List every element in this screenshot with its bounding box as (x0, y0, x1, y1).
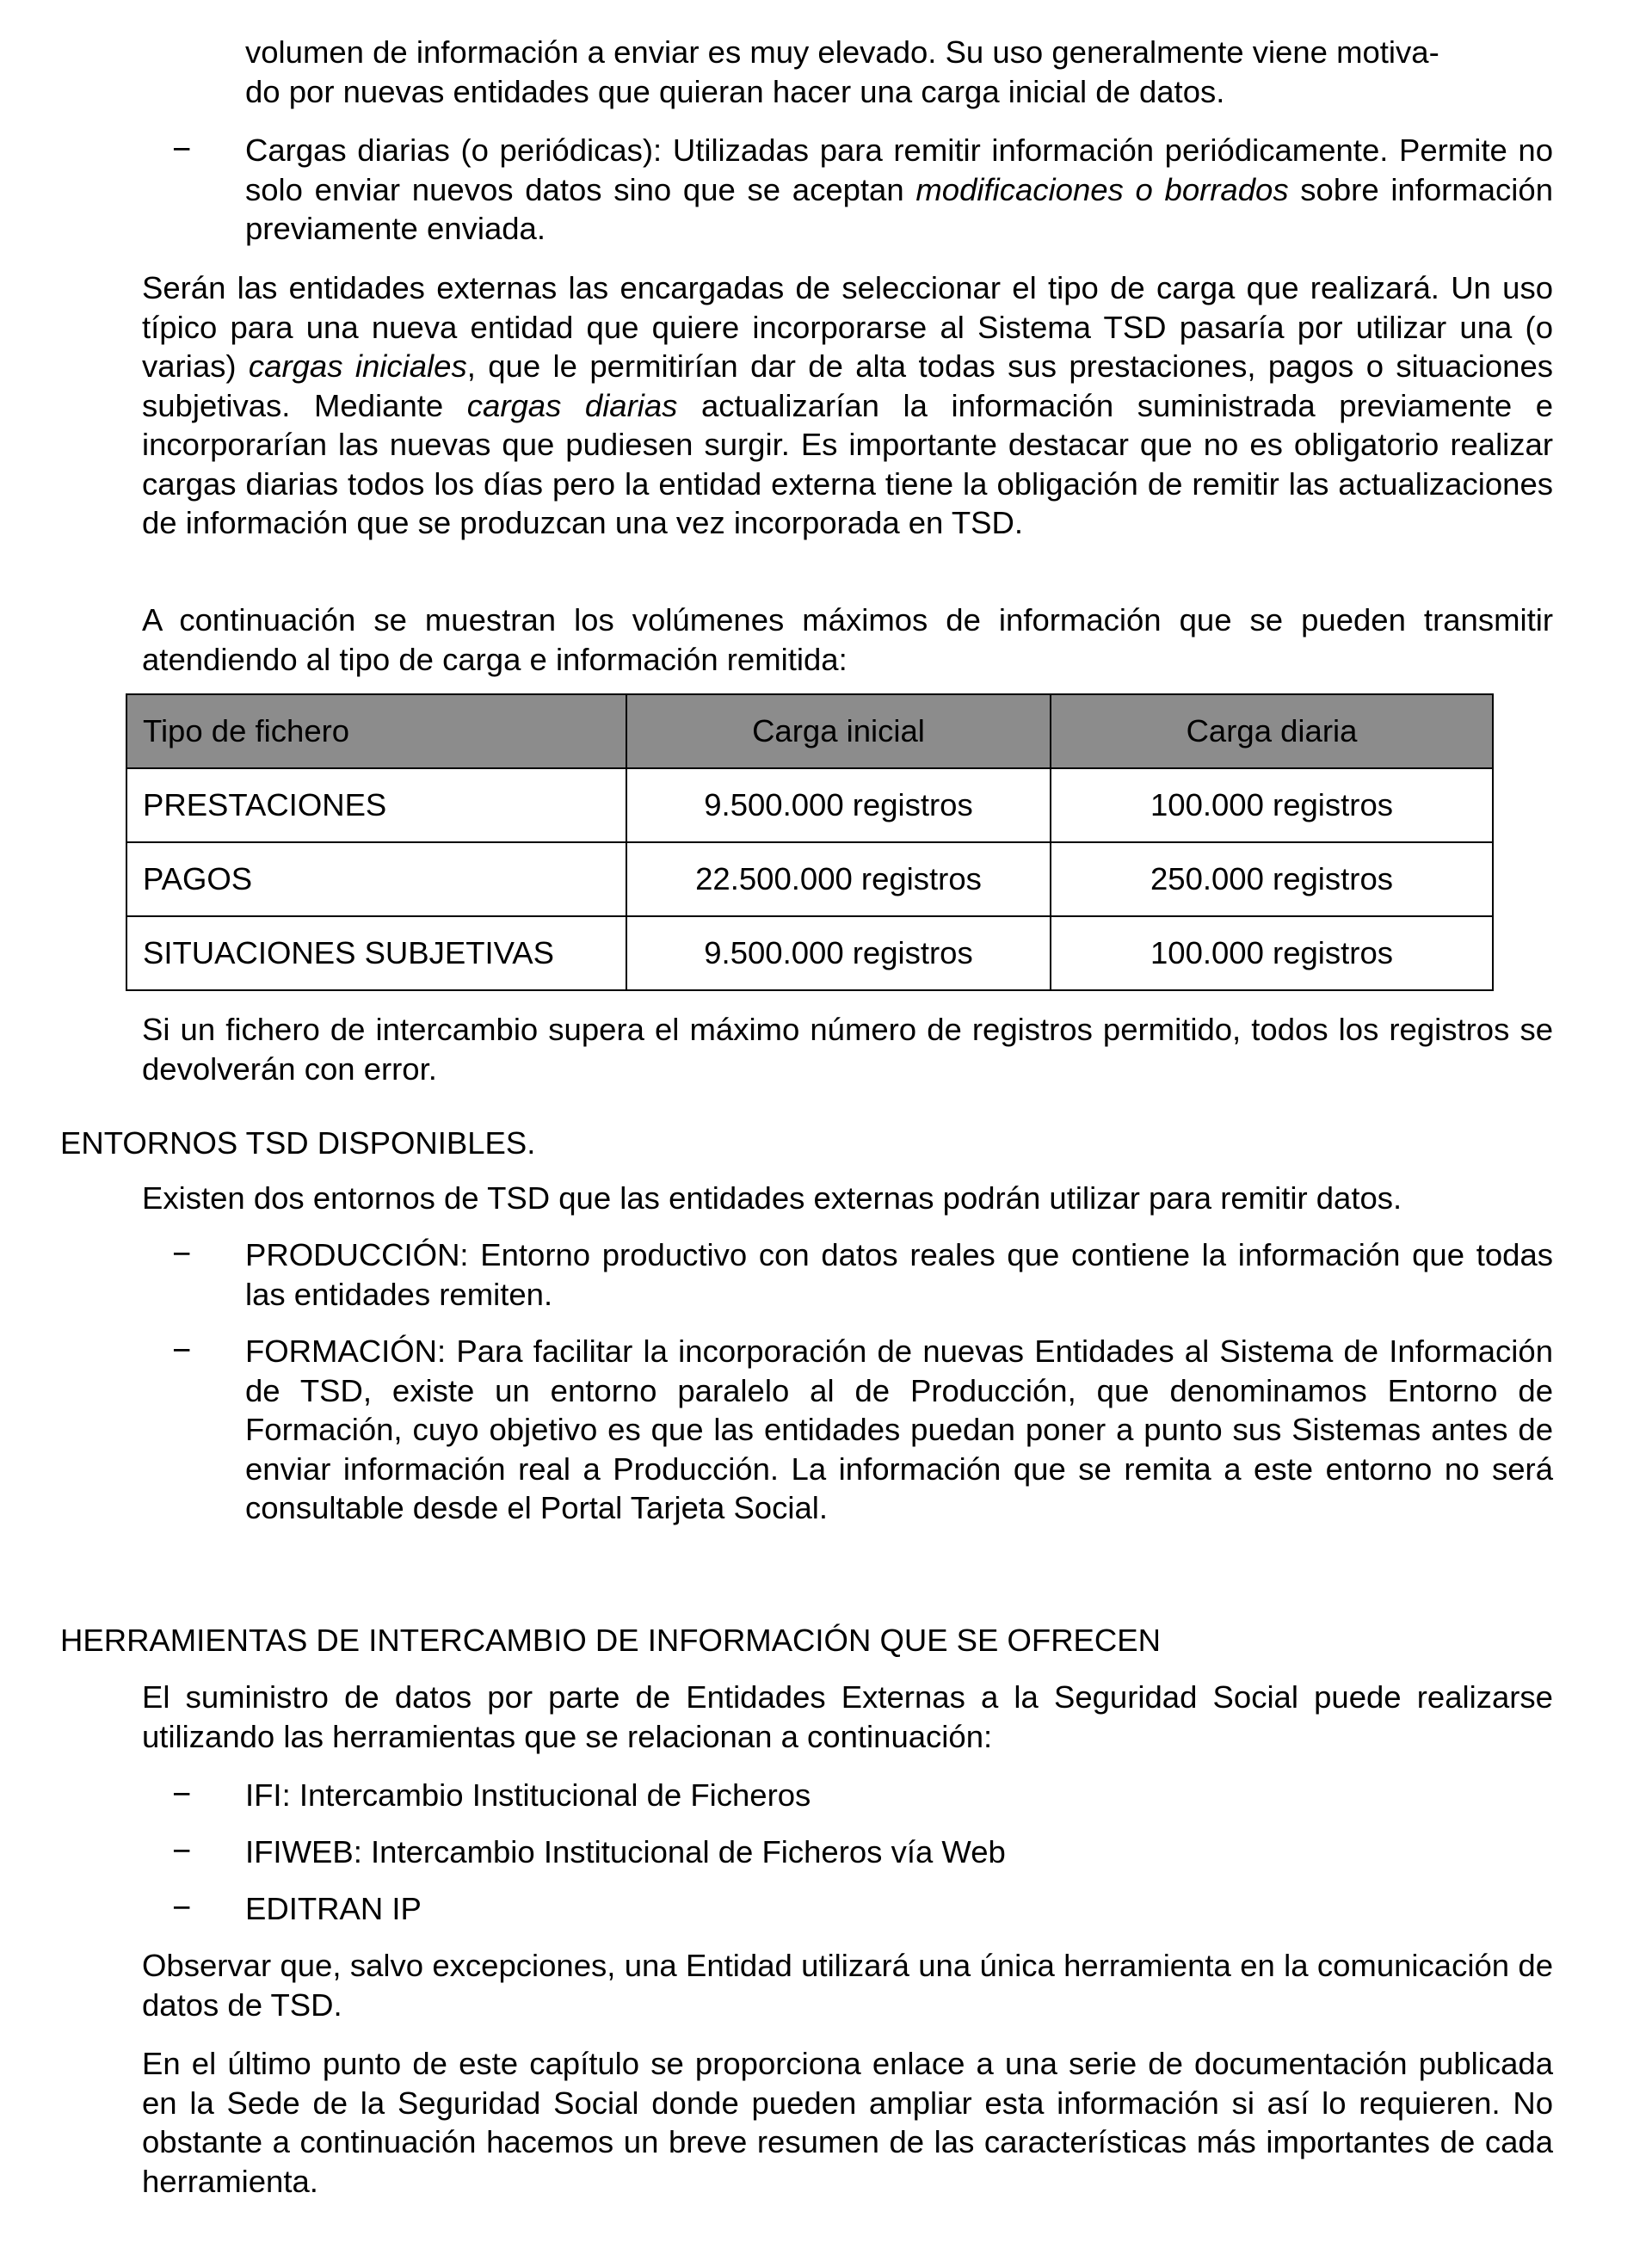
bullet-dash: − (172, 1333, 192, 1369)
table-row (126, 916, 1493, 990)
table-cell: SITUACIONES SUBJETIVAS (126, 916, 626, 990)
paragraph-volumenes: A continuación se muestran los volúmenes máximos de información que se pueden transmitir atendiendo al tipo de carga e información remitida: (142, 602, 1553, 677)
table-header-cell: Carga inicial (626, 694, 1051, 768)
bullet-dash: − (172, 1236, 192, 1272)
paragraph-ultimo-punto: En el último punto de este capítulo se proporciona enlace a una serie de documentación publicada en la Sede de la Seguridad Social donde pueden ampliar esta información si así lo requieren. No obstante a continuación hacemos un breve resumen de las características más importantes de cada herramienta. (142, 2046, 1553, 2199)
heading-herramientas: HERRAMIENTAS DE INTERCAMBIO DE INFORMACIÓN QUE SE OFRECEN (60, 1623, 1161, 1658)
bullet-produccion: PRODUCCIÓN: Entorno productivo con datos reales que contiene la información que todas las entidades remiten. (245, 1237, 1553, 1312)
table-row (126, 768, 1493, 842)
cargas-diarias-text-a: Cargas diarias (o periódicas): Utilizadas para remitir información periódicamente. Permite no solo enviar nuevos datos sino que se aceptan (245, 132, 1553, 207)
table-cell: 250.000 registros (1051, 842, 1493, 916)
table-cell: 22.500.000 registros (626, 842, 1051, 916)
paragraph-entidades-externas (142, 268, 1553, 543)
table-header-cell: Carga diaria (1051, 694, 1493, 768)
continuation-line-1: volumen de información a enviar es muy elevado. Su uso generalmente viene motiva- (245, 34, 1439, 70)
entidades-emphasis-2: cargas diarias (466, 387, 678, 423)
volumes-table (126, 693, 1494, 991)
bullet-dash: − (172, 1890, 192, 1926)
entidades-emphasis-1: cargas iniciales (248, 348, 467, 384)
cargas-diarias-text-b: sobre información previamente enviada. (245, 171, 1553, 246)
bullet-dash: − (172, 1777, 192, 1813)
table-cell: PAGOS (126, 842, 626, 916)
bullet-dash: − (172, 1833, 192, 1869)
cargas-diarias-emphasis: modificaciones o borrados (915, 171, 1289, 207)
table-cell: 100.000 registros (1051, 768, 1493, 842)
table-row (126, 842, 1493, 916)
table-header-cell: Tipo de fichero (126, 694, 626, 768)
table-cell: 9.500.000 registros (626, 916, 1051, 990)
entidades-text-a: Serán las entidades externas las encargadas de seleccionar el tipo de carga que realizará. Un uso típico para una nueva entidad que quiere incorporarse al Sistema TSD pasaría por utilizar una (o varias) (142, 270, 1553, 384)
paragraph-error-registros: Si un fichero de intercambio supera el máximo número de registros permitido, todos los registros se devolverán con error. (142, 1012, 1553, 1087)
heading-entornos: ENTORNOS TSD DISPONIBLES. (60, 1125, 536, 1161)
table-cell: 9.500.000 registros (626, 768, 1051, 842)
continuation-line-2: do por nuevas entidades que quieran hacer una carga inicial de datos. (245, 74, 1225, 109)
bullet-editran: EDITRAN IP (245, 1891, 422, 1926)
paragraph-entornos-intro: Existen dos entornos de TSD que las entidades externas podrán utilizar para remitir datos. (142, 1180, 1402, 1216)
bullet-cargas-diarias (245, 131, 1553, 249)
entidades-text-b: , que le permitirían dar de alta todas sus prestaciones, pagos o situaciones subjetivas. Mediante (142, 348, 1553, 423)
bullet-ifiweb: IFIWEB: Intercambio Institucional de Ficheros vía Web (245, 1834, 1006, 1869)
paragraph-observar: Observar que, salvo excepciones, una Entidad utilizará una única herramienta en la comunicación de datos de TSD. (142, 1948, 1553, 2023)
table-header-row (126, 694, 1493, 768)
paragraph-herramientas-intro: El suministro de datos por parte de Entidades Externas a la Seguridad Social puede realizarse utilizando las herramientas que se relacionan a continuación: (142, 1679, 1553, 1754)
entidades-text-c: actualizarían la información suministrada previamente e incorporarían las nuevas que pudiesen surgir. Es importante destacar que no es obligatorio realizar cargas diarias todos los días pero la entidad externa tiene la obligación de remitir las actualizaciones de información que se produzcan una vez incorporada en TSD. (142, 387, 1553, 540)
table-cell: 100.000 registros (1051, 916, 1493, 990)
bullet-formacion: FORMACIÓN: Para facilitar la incorporación de nuevas Entidades al Sistema de Información de TSD, existe un entorno paralelo al de Producción, que denominamos Entorno de Formación, cuyo objetivo es que las entidades puedan poner a punto sus Sistemas antes de enviar información real a Producción. La información que se remita a este entorno no será consultable desde el Portal Tarjeta Social. (245, 1333, 1553, 1525)
table-cell: PRESTACIONES (126, 768, 626, 842)
bullet-ifi: IFI: Intercambio Institucional de Ficheros (245, 1777, 811, 1813)
bullet-dash: − (172, 132, 192, 168)
